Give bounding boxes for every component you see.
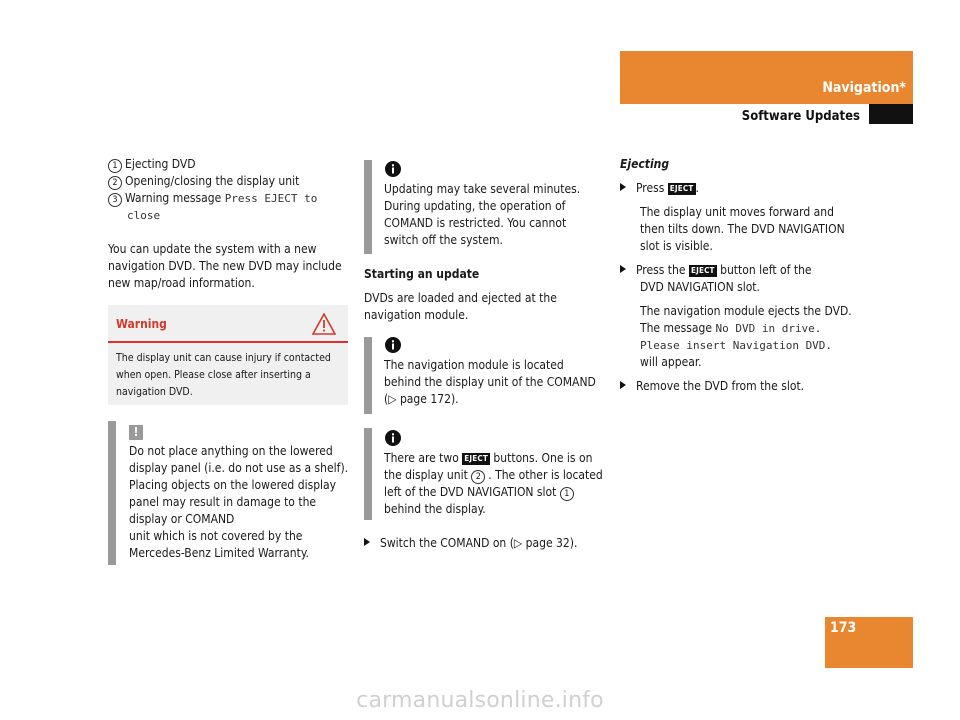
- paragraph: DVDs are loaded and ejected at the navigation module.: [364, 291, 557, 322]
- warning-box: [108, 305, 348, 405]
- info-icon: [385, 161, 401, 177]
- warning-text: The display unit can cause injury if contacted when open. Please close after inserting a navigation DVD.: [116, 352, 331, 398]
- note-text: Updating may take several minutes. During updating, the operation of COMAND is restricted. You cannot switch off the system.: [384, 182, 581, 247]
- number-circle: 2: [471, 470, 485, 484]
- header-marker: [869, 104, 913, 124]
- list-item: 2 Opening/closing the display unit: [108, 173, 348, 190]
- number-circle: 3: [108, 193, 122, 207]
- bullet-arrow-icon: [620, 265, 626, 273]
- caution-bar: [108, 421, 116, 565]
- section-subtitle: Software Updates: [741, 109, 860, 124]
- list-item: 3 Warning message Press EJECT to: [108, 190, 348, 207]
- header-band: [620, 51, 913, 104]
- caution-text: Do not place anything on the lowered display panel (i.e. do not use as a shelf). Placing objects on the lowered display panel may result in damage to the display or COMAND unit which is not covered by the Mercedes-Benz Limited Warranty.: [129, 444, 349, 560]
- eject-key-icon: EJECT: [690, 266, 715, 275]
- warning-triangle-icon: [312, 313, 336, 335]
- info-icon: [385, 430, 401, 446]
- note-bar: [364, 337, 372, 414]
- info-icon: [385, 337, 401, 353]
- number-circle: 2: [108, 176, 122, 190]
- number-circle: 1: [560, 487, 574, 501]
- step-item: Switch the COMAND on (▷ page 32).: [364, 535, 577, 552]
- list-item-continued: close: [127, 209, 161, 222]
- note-text: The navigation module is located behind the display unit of the COMAND (▷ page 172).: [384, 358, 596, 406]
- step-item: Press EJECT .: [620, 180, 880, 197]
- step-item: Remove the DVD from the slot.: [620, 378, 804, 395]
- section-heading: Ejecting: [620, 157, 670, 171]
- warning-label: Warning: [116, 317, 167, 331]
- caution-icon: !: [129, 425, 143, 440]
- intro-paragraph: You can update the system with a new navigation DVD. The new DVD may include new map/road information.: [108, 242, 342, 290]
- list-item: 1 Ejecting DVD: [108, 156, 348, 173]
- step-result: The display unit moves forward and then tilts down. The DVD NAVIGATION slot is visible.: [640, 205, 845, 253]
- bullet-arrow-icon: [620, 381, 626, 389]
- note-bar: [364, 428, 372, 520]
- note-text: There are two EJECT buttons. One is on the display unit 2 . The other is located left of the DVD NAVIGATION slot 1 behind the display.: [384, 451, 603, 516]
- bullet-arrow-icon: [620, 183, 626, 191]
- legend-list: [108, 156, 348, 224]
- watermark: carmanualsonline.info: [356, 688, 604, 713]
- step-item: Press the EJECT button left of the DVD NAVIGATION slot.: [620, 262, 890, 296]
- page-number: 173: [830, 620, 857, 636]
- step-result: The navigation module ejects the DVD. The message No DVD in drive. Please insert Navigation DVD. will appear.: [640, 304, 852, 369]
- number-circle: 1: [108, 159, 122, 173]
- bullet-arrow-icon: [364, 538, 370, 546]
- section-title: Navigation*: [822, 80, 906, 96]
- eject-key-icon: EJECT: [464, 454, 488, 463]
- section-heading: Starting an update: [364, 267, 480, 281]
- note-bar: [364, 160, 372, 254]
- eject-key-icon: EJECT: [669, 184, 694, 193]
